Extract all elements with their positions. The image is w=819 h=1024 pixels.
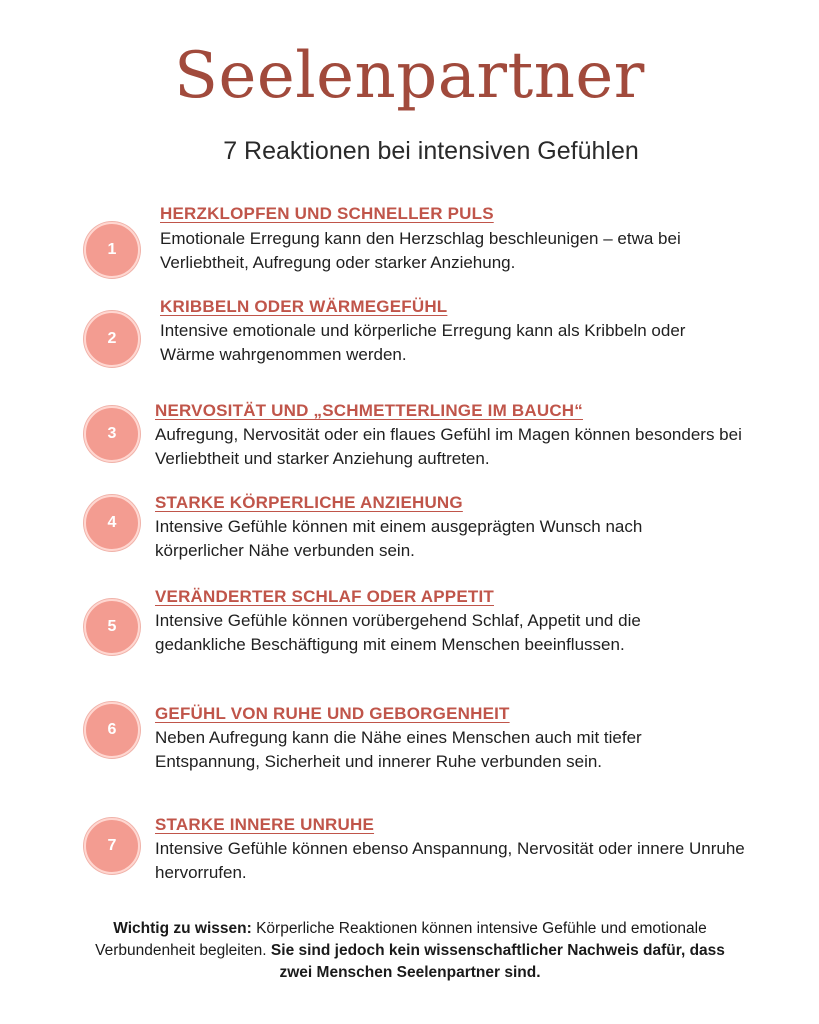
item-heading-5: VERÄNDERTER SCHLAF ODER APPETIT xyxy=(155,587,494,606)
number-badge-4: 4 xyxy=(84,495,140,551)
item-heading-2: KRIBBELN ODER WÄRMEGEFÜHL xyxy=(160,297,448,316)
number-badge-2: 2 xyxy=(84,311,140,367)
item-heading-6: GEFÜHL VON RUHE UND GEBORGENHEIT xyxy=(155,704,510,723)
item-heading-1: HERZKLOPFEN UND SCHNELLER PULS xyxy=(160,204,494,223)
item-text-4: Intensive Gefühle können mit einem ausgeprägten Wunsch nach körperlicher Nähe verbunden sein. xyxy=(155,517,643,560)
number-badge-6: 6 xyxy=(84,702,140,758)
page-subtitle: 7 Reaktionen bei intensiven Gefühlen xyxy=(223,137,639,165)
item-text-5: Intensive Gefühle können vorübergehend Schlaf, Appetit und die gedankliche Beschäftigung mit einem Menschen beeinflussen. xyxy=(155,611,641,654)
number-badge-1: 1 xyxy=(84,222,140,278)
item-text-3: Aufregung, Nervosität oder ein flaues Gefühl im Magen können besonders bei Verliebtheit und starker Anziehung auftreten. xyxy=(155,425,742,468)
item-text-1: Emotionale Erregung kann den Herzschlag beschleunigen – etwa bei Verliebtheit, Aufregung oder starker Anziehung. xyxy=(160,229,681,272)
number-badge-7: 7 xyxy=(84,818,140,874)
number-badge-5: 5 xyxy=(84,599,140,655)
number-badge-3: 3 xyxy=(84,406,140,462)
item-heading-4: STARKE KÖRPERLICHE ANZIEHUNG xyxy=(155,493,463,512)
important-note xyxy=(80,918,740,984)
item-heading-3: NERVOSITÄT UND „SCHMETTERLINGE IM BAUCH“ xyxy=(155,401,583,420)
item-text-2: Intensive emotionale und körperliche Erregung kann als Kribbeln oder Wärme wahrgenommen werden. xyxy=(160,321,686,364)
note-text: Körperliche Reaktionen können intensive Gefühle und emotionale Verbundenheit begleiten. xyxy=(95,920,707,959)
item-text-6: Neben Aufregung kann die Nähe eines Menschen auch mit tiefer Entspannung, Sicherheit und innerer Ruhe verbunden sein. xyxy=(155,728,642,771)
item-heading-7: STARKE INNERE UNRUHE xyxy=(155,815,375,834)
item-text-7: Intensive Gefühle können ebenso Anspannung, Nervosität oder innere Unruhe hervorrufen. xyxy=(155,839,745,882)
note-emphasis: Sie sind jedoch kein wissenschaftlicher Nachweis dafür, dass zwei Menschen Seelenpartner sind. xyxy=(270,942,725,981)
page-title: Seelenpartner xyxy=(174,39,645,113)
note-label: Wichtig zu wissen: xyxy=(113,920,252,937)
